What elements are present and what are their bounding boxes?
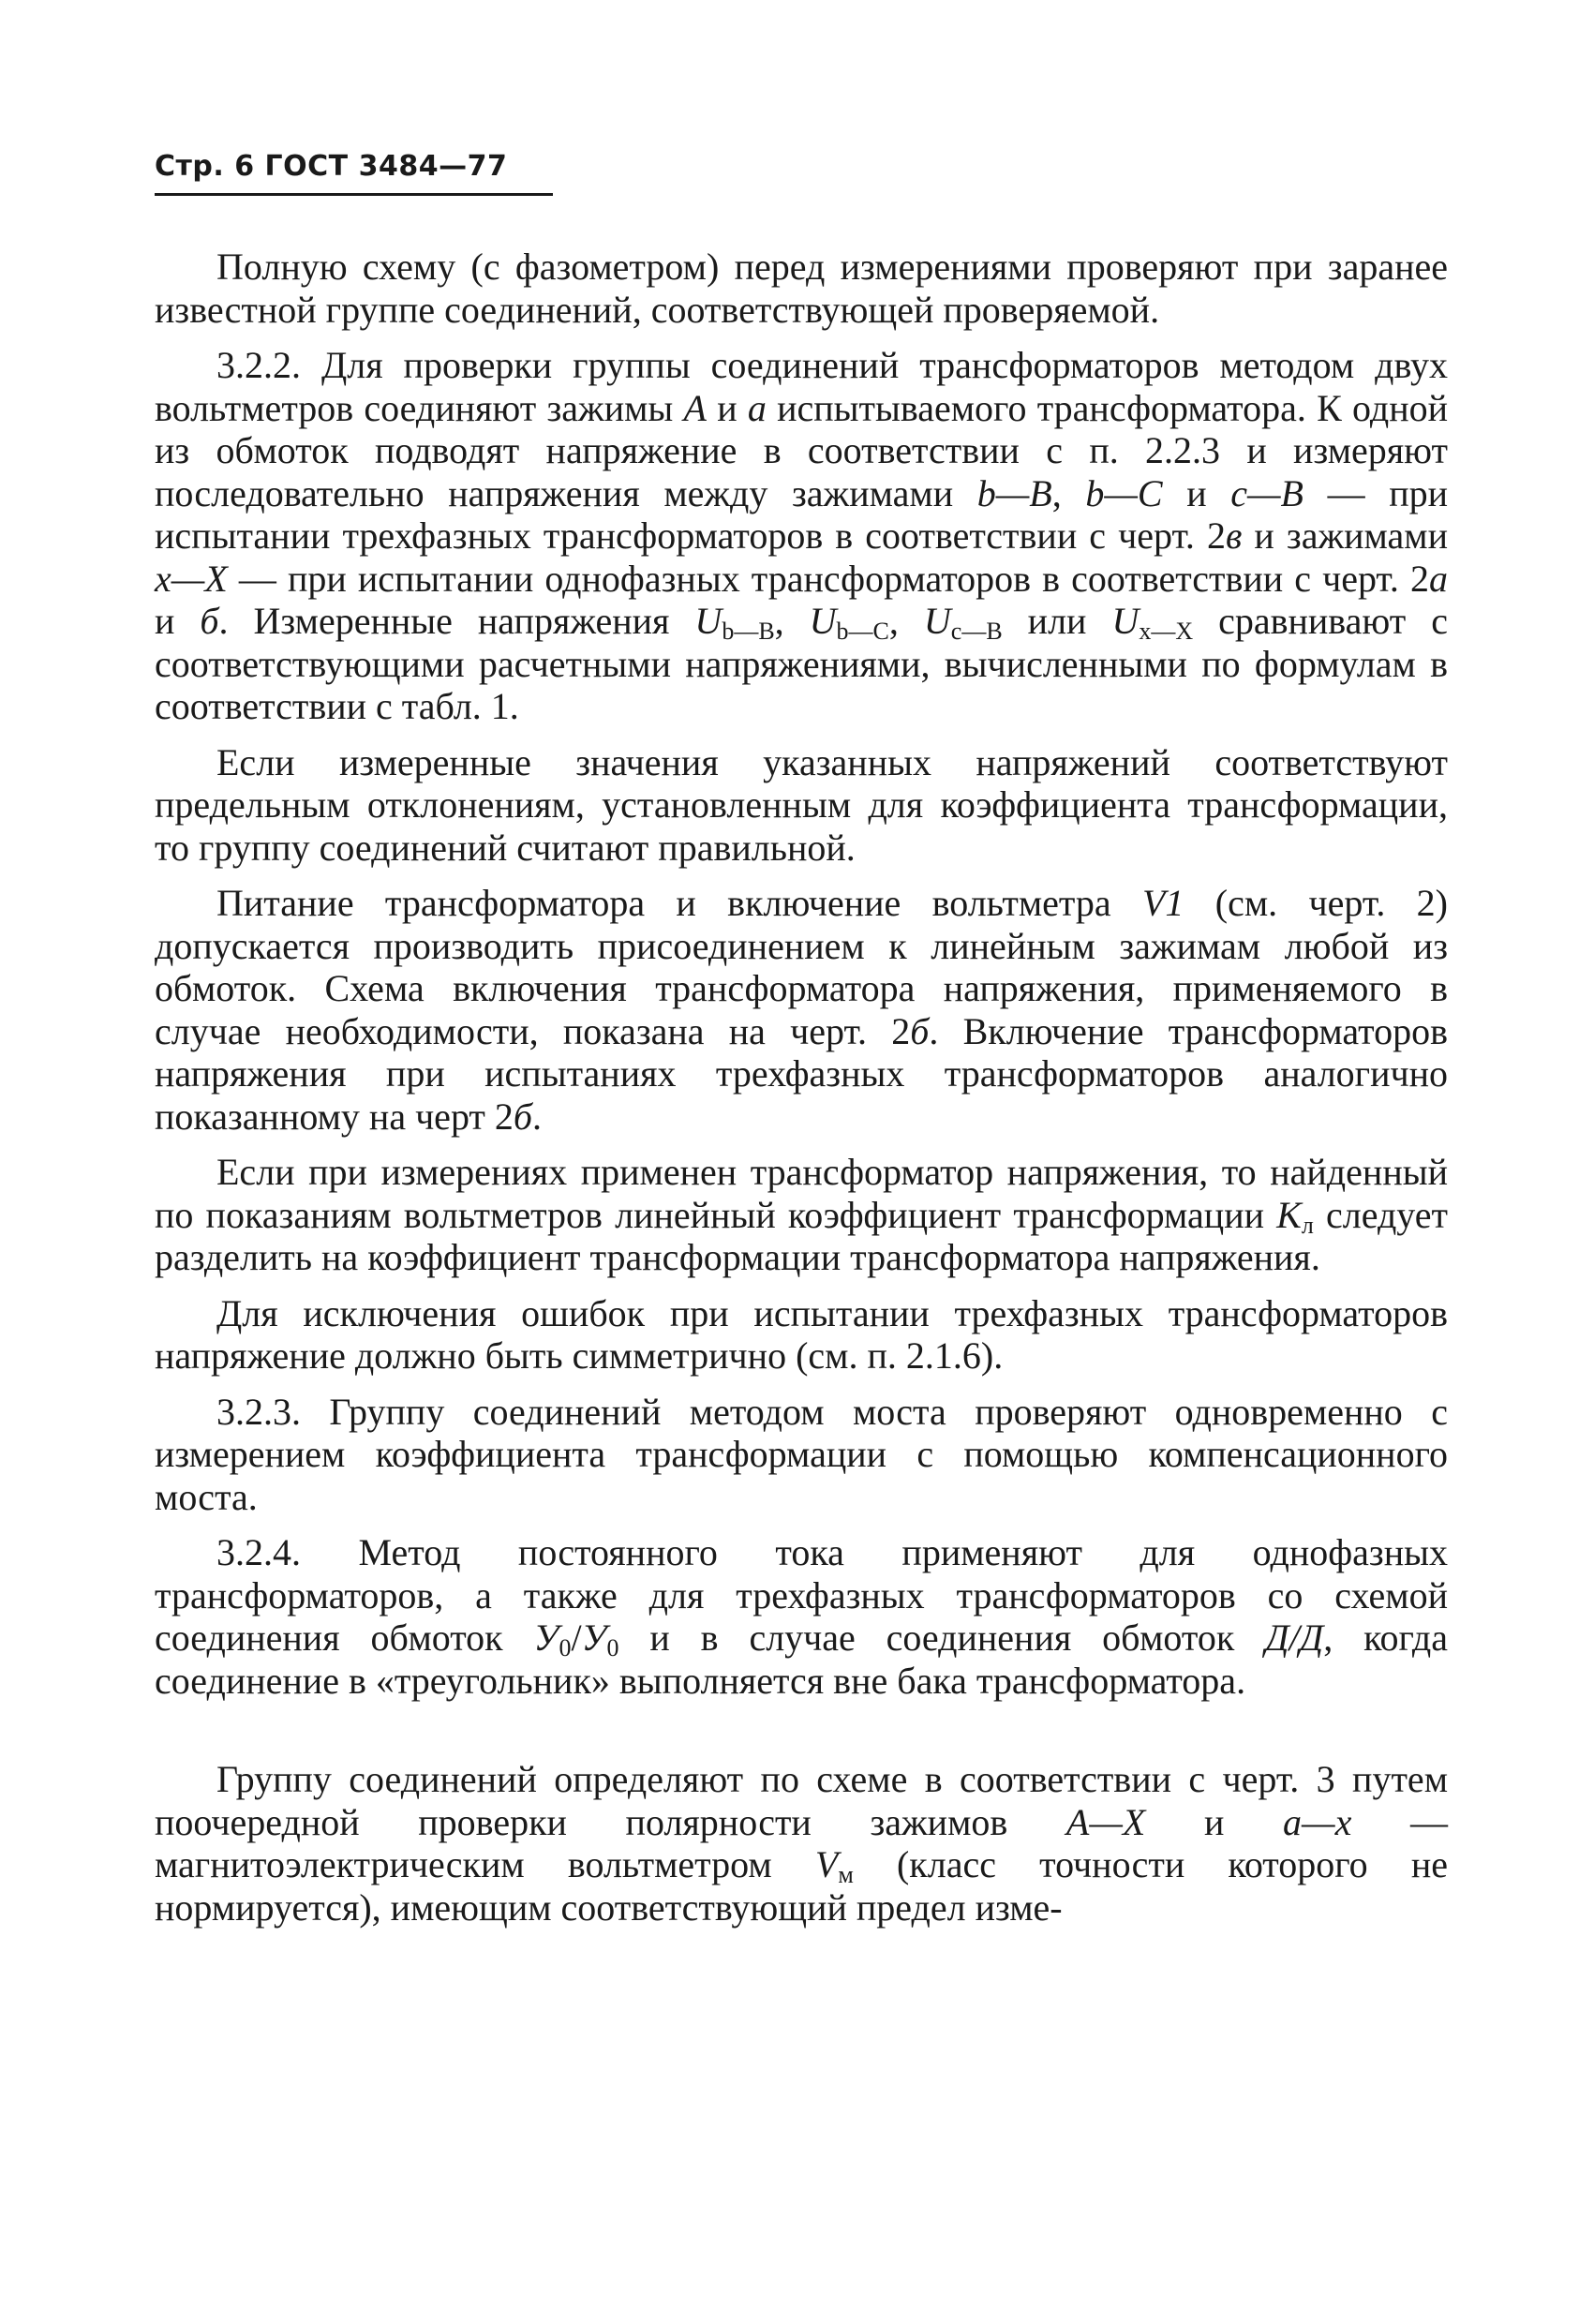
voltmeter-symbol: V [814,1843,839,1885]
voltage-subscript: c—B [950,618,1003,645]
voltage-symbol: U [1111,600,1140,642]
text-run: (см. черт. 2) допускается производить присоединением к линейным зажимам любой из обмоток. Схема включения трансформатора напряжения, применяемого в случае необходимости, показана на черт. 2 [155,882,1449,1052]
voltage-subscript: b—B [722,618,775,645]
voltage-subscript: x—X [1139,618,1194,645]
text-run: , [774,600,810,642]
terminals-c-B: c—B [1230,471,1304,514]
paragraph-text: Для исключения ошибок при испытании трехфазных трансформаторов напряжение должно быть симметрично (см. п. 2.1.6). [155,1291,1448,1377]
terminal-A: А [683,386,707,429]
terminal-a: а [747,386,767,429]
connection-subscript: 0 [606,1634,619,1661]
figure-letter: б [513,1095,533,1138]
text-run: и [1145,1800,1284,1843]
paragraph-3-2-3 [155,1391,1448,1519]
connection-symbol: У [533,1616,559,1659]
paragraph-text: Полную схему (с фазометром) перед измерениями проверяют при заранее известной группе соединений, соответствующей проверяемой. [155,246,1448,331]
text-run: сравнивают с соответствующими расчетными напряжениями, вычисленными по формулам в соответствии с табл. 1. [155,600,1449,727]
paragraph-6 [155,1292,1448,1378]
text-run: и [1162,471,1231,514]
terminals-A-X: А—X [1065,1800,1146,1843]
text-run: Питание трансформатора и включение вольтметра [216,882,1142,924]
figure-letter: в [1226,514,1243,557]
paragraph-3 [155,741,1448,870]
page-header [155,150,558,183]
paragraph-9 [155,1758,1448,1929]
text-run: и [706,386,748,429]
text-run: . Включение трансформаторов напряжения при испытаниях трехфазных трансформаторов аналогично показанному на черт 2 [155,1009,1448,1138]
text-run: / [571,1616,582,1659]
text-run: и [155,600,201,642]
paragraph-1 [155,246,1448,331]
terminals-b-B: b—B [976,471,1052,514]
text-run: и зажимами [1242,514,1449,557]
connection-symbol: У [581,1616,607,1659]
text-run: — магнитоэлектрическим вольтметром [155,1800,1449,1885]
text-run: Если при измерениях применен трансформатор напряжения, то найденный по показаниям вольтметров линейный коэффициент трансформации [155,1151,1448,1236]
header-rule [155,193,553,196]
voltage-symbol: U [809,600,837,642]
terminals-b-C: b—C [1085,471,1163,514]
terminals-x-X: x—X [155,557,228,600]
page-number: Стр. 6 [155,150,255,183]
text-run: или [1002,600,1112,642]
text-run: следует разделить на коэффициент трансформации трансформатора напряжения. [155,1193,1448,1278]
voltmeter-subscript: м [838,1861,854,1888]
coefficient-subscript: л [1301,1211,1314,1239]
body-text [155,246,1448,1942]
paragraph-4 [155,882,1448,1138]
text-run: . Измеренные напряжения [218,600,695,642]
connection-subscript: 0 [559,1634,572,1661]
text-run: Группу соединений определяют по схеме в соответствии с черт. 3 путем поочередной проверки полярности зажимов [155,1758,1448,1843]
terminals-a-x: а—х [1283,1800,1352,1843]
voltmeter-V1: V1 [1142,882,1184,924]
text-run: 3.2.4. Метод постоянного тока применяют для однофазных трансформаторов, а также для трехфазных трансформаторов со схемой соединения обмоток [155,1531,1448,1659]
text-run: — при испытании трехфазных трансформаторов в соответствии с черт. 2 [155,471,1449,557]
standard-number: ГОСТ 3484—77 [264,150,508,183]
paragraph-3-2-4 [155,1531,1448,1702]
connection-symbol: Д/Д [1265,1616,1324,1659]
paragraph-text: Если измеренные значения указанных напряжений соответствуют предельным отклонениям, установленным для коэффициента трансформации, то группу соединений считают правильной. [155,740,1448,869]
coefficient-symbol: K [1276,1193,1302,1236]
text-run: — при испытании однофазных трансформаторов в соответствии с черт. 2 [227,557,1429,600]
paragraph-text: 3.2.3. Группу соединений методом моста проверяют одновременно с измерением коэффициента трансформации с помощью компенсационного моста. [155,1390,1448,1518]
figure-letter: б [200,600,219,642]
voltage-symbol: U [923,600,951,642]
text-run: , [1051,471,1086,514]
text-run: 3.2.2. Для проверки группы соединений трансформаторов методом двух вольтметров соединяют зажимы [155,344,1448,429]
text-run: , когда соединение в «треугольник» выполняется вне бака трансформатора. [155,1616,1448,1702]
voltage-subscript: b—C [836,618,889,645]
text-run: и в случае соединения обмоток [618,1616,1266,1659]
figure-letter: а [1429,557,1448,600]
text-run: , [888,600,924,642]
text-run: (класс точности которого не нормируется), имеющим соответствующий предел изме- [155,1843,1449,1929]
paragraph-3-2-2 [155,344,1448,728]
paragraph-5 [155,1151,1448,1279]
figure-letter: б [910,1009,930,1052]
text-run: испытываемого трансформатора. К одной из обмоток подводят напряжение в соответствии с п. 2.2.3 и измеряют последовательно напряжения между зажимами [155,386,1449,514]
voltage-symbol: U [694,600,723,642]
text-run: . [532,1095,543,1138]
